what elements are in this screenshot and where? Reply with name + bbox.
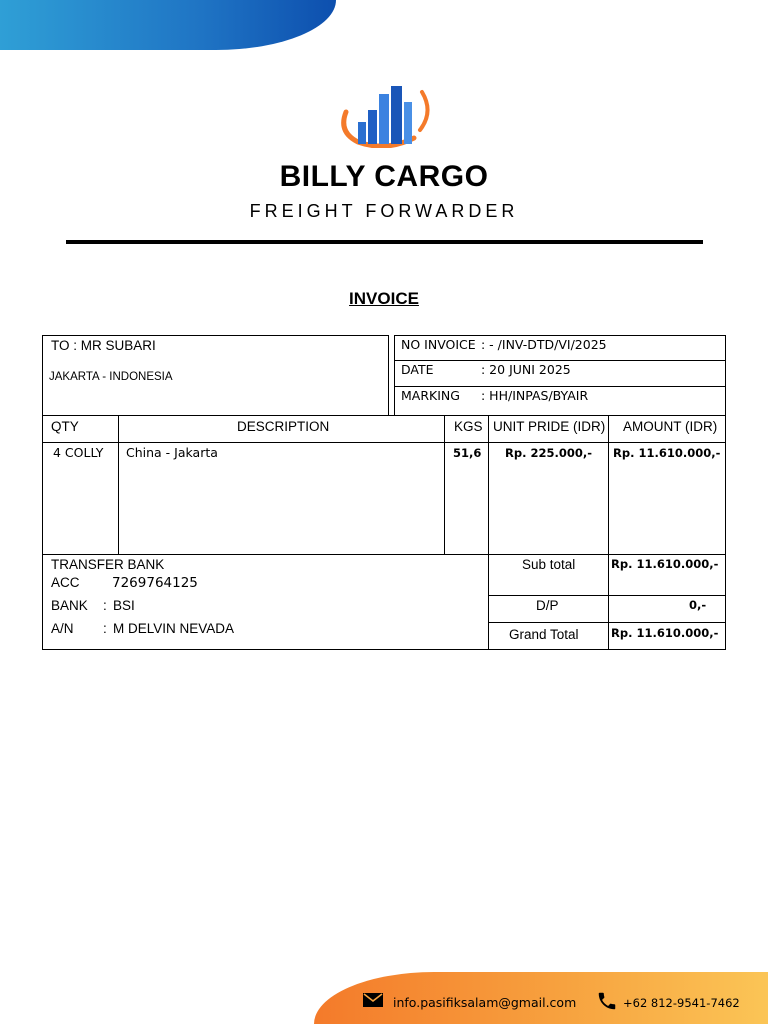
row-unit-price: Rp. 225.000,-: [505, 446, 592, 460]
header-qty: QTY: [51, 419, 79, 434]
table-column-divider: [444, 415, 445, 555]
totals-column-divider: [488, 554, 489, 650]
dp-value: 0,-: [689, 598, 707, 612]
invoice-title: INVOICE: [349, 289, 419, 308]
header-amount: AMOUNT (IDR): [623, 419, 718, 434]
acc-label: ACC: [51, 575, 80, 590]
footer-phone[interactable]: +62 812-9541-7462: [623, 996, 740, 1010]
bank-separator: :: [103, 598, 107, 613]
an-label: A/N: [51, 621, 74, 636]
acc-value: 7269764125: [112, 575, 198, 591]
an-value: M DELVIN NEVADA: [113, 621, 235, 636]
grand-total-label: Grand Total: [509, 627, 579, 642]
row-kgs: 51,6: [453, 446, 482, 460]
subtotal-value: Rp. 11.610.000,-: [611, 557, 719, 571]
meta-divider: [394, 360, 726, 361]
subtotal-label: Sub total: [522, 557, 576, 572]
company-logo: [336, 82, 432, 148]
header-divider: [66, 240, 703, 244]
header-unit-price: UNIT PRIDE (IDR): [493, 419, 606, 434]
recipient-name: TO : MR SUBARI: [51, 338, 156, 353]
phone-icon: [596, 990, 618, 1012]
an-separator: :: [103, 621, 107, 636]
header-description: DESCRIPTION: [237, 419, 330, 434]
meta-value-marking: : HH/INPAS/BYAIR: [481, 388, 589, 403]
table-column-divider: [488, 415, 489, 555]
table-column-divider: [608, 415, 609, 555]
row-description: China - Jakarta: [126, 445, 218, 460]
table-header-divider: [42, 442, 726, 443]
grand-total-value: Rp. 11.610.000,-: [611, 626, 719, 640]
bank-value: BSI: [113, 598, 135, 613]
meta-value-date: : 20 JUNI 2025: [481, 362, 571, 377]
company-tagline: FREIGHT FORWARDER: [249, 201, 519, 221]
envelope-icon: [363, 993, 383, 1007]
header-kgs: KGS: [454, 419, 483, 434]
items-table: [42, 415, 726, 555]
footer-email[interactable]: info.pasifiksalam@gmail.com: [393, 995, 577, 1010]
meta-divider: [394, 386, 726, 387]
dp-label: D/P: [536, 598, 559, 613]
meta-label-date: DATE: [401, 362, 434, 377]
company-name: BILLY CARGO: [279, 160, 489, 193]
row-amount: Rp. 11.610.000,-: [613, 446, 721, 460]
recipient-address: JAKARTA - INDONESIA: [49, 371, 173, 383]
totals-row-divider: [488, 622, 726, 623]
totals-column-divider: [608, 554, 609, 650]
meta-label-invoice-no: NO INVOICE: [401, 337, 476, 352]
meta-value-invoice-no: : - /INV-DTD/VI/2025: [481, 337, 607, 352]
top-decorative-band: [0, 0, 336, 50]
row-qty: 4 COLLY: [53, 445, 104, 460]
table-column-divider: [118, 415, 119, 555]
bank-label: BANK: [51, 598, 88, 613]
bank-heading: TRANSFER BANK: [51, 557, 165, 572]
meta-label-marking: MARKING: [401, 388, 460, 403]
totals-row-divider: [488, 595, 726, 596]
